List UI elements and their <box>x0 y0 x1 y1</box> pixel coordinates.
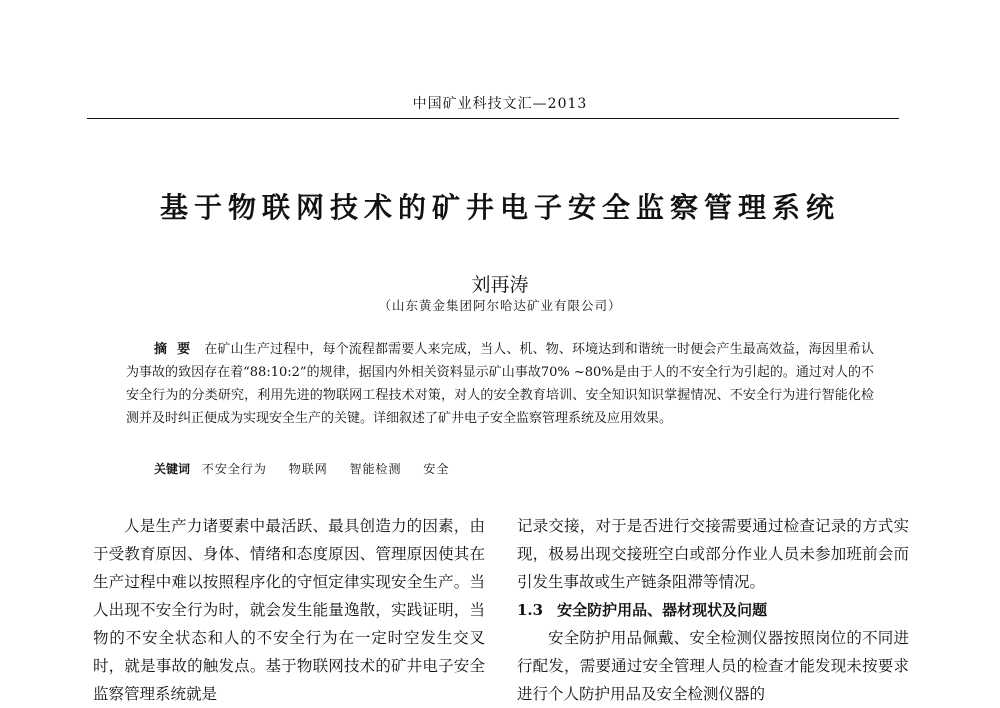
body-column-right <box>517 512 909 708</box>
section-number: 1.3 <box>517 601 544 619</box>
body-paragraph: 安全防护用品佩戴、安全检测仪器按照岗位的不同进行配发，需要通过安全管理人员的检查才能发现未按要求进行个人防护用品及安全检测仪器的 <box>517 629 909 703</box>
keyword-item: 智能检测 <box>349 462 402 476</box>
affiliation: （山东黄金集团阿尔哈达矿业有限公司） <box>378 298 622 313</box>
abstract <box>126 338 874 430</box>
running-header: 中国矿业科技文汇—2013 <box>412 96 588 112</box>
header-rule <box>87 118 899 119</box>
keyword-item: 不安全行为 <box>201 462 267 476</box>
keyword-item: 物联网 <box>288 462 328 476</box>
keywords <box>154 460 467 477</box>
body-paragraph: 记录交接，对于是否进行交接需要通过检查记录的方式实现，极易出现交接班空白或部分作业人员未参加班前会而引发生事故或生产链条阻滞等情况。 <box>517 517 909 591</box>
abstract-label: 摘要 <box>154 342 201 357</box>
paper-title: 基于物联网技术的矿井电子安全监察管理系统 <box>159 191 840 224</box>
section-heading <box>517 596 909 624</box>
body-column-left <box>93 512 485 708</box>
keyword-item: 安全 <box>423 462 450 476</box>
body-paragraph: 人是生产力诸要素中最活跃、最具创造力的因素，由于受教育原因、身体、情绪和态度原因、管理原因使其在生产过程中难以按照程序化的守恒定律实现安全生产。当人出现不安全行为时，就会发生能量逸散，实践证明，当物的不安全状态和人的不安全行为在一定时空发生交叉时，就是事故的触发点。基于物联网技术的矿井电子安全监察管理系统就是 <box>93 517 485 703</box>
author: 刘再涛 <box>471 274 529 296</box>
abstract-text: 在矿山生产过程中，每个流程都需要人来完成，当人、机、物、环境达到和谐统一时便会产生最高效益，海因里希认为事故的致因存在着“88:10:2”的规律，据国内外相关资料显示矿山事故70% ~80%是由于人的不安全行为引起的。通过对人的不安全行为的分类研究，利用先进的物联网工程技术对策，对人的安全教育培训、安全知识知识掌握情况、不安全行为进行智能化检测并及时纠正便成为实现安全生产的关键。详细叙述了矿井电子安全监察管理系统及应用效果。 <box>126 342 874 426</box>
keywords-label: 关键词 <box>154 462 191 476</box>
section-title: 安全防护用品、器材现状及问题 <box>557 601 768 619</box>
